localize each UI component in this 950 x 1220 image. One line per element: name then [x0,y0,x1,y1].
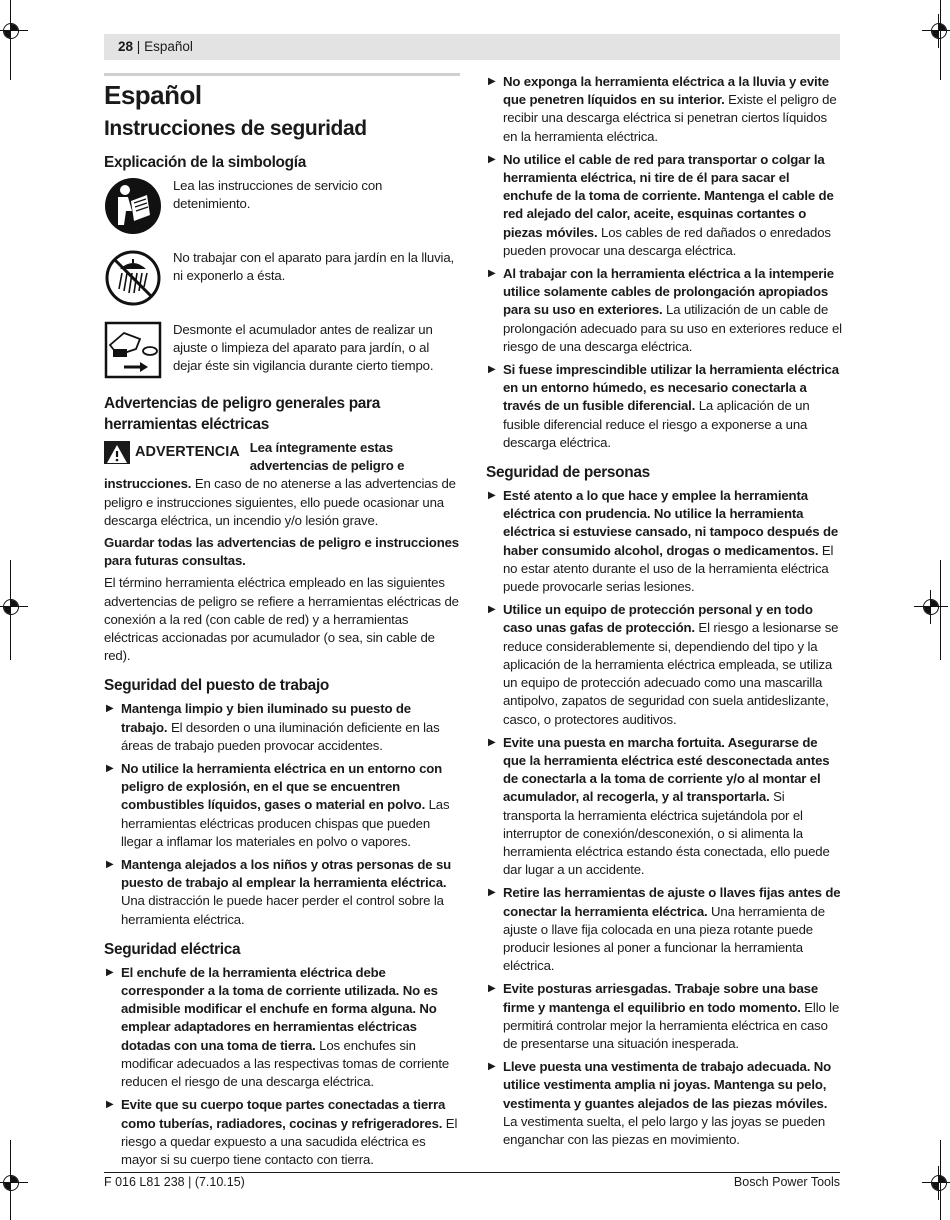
registration-mark [0,20,22,42]
list-item: ▶ Evite una puesta en marcha fortuita. Asegurarse de que la herramienta eléctrica esté desconectada antes de conectarla a la toma de corriente y/o al montar el acumulador, al recogerla, y al transportarla. Si transporta la herramienta eléctrica sujetándola por el interruptor de conexión/desconexión, o si alimenta la herramienta eléctrica estando ésta conectada, ello puede dar lugar a un accidente. [488,734,830,878]
keep-instructions-text: Guardar todas las advertencias de peligro e instrucciones para futuras consultas. [104,535,459,569]
warning-text: En caso de no atenerse a las advertencias de peligro e instrucciones siguientes, ello puede ocasionar una descarga eléctrica, un incendio y/o lesión grave. [104,476,456,528]
right-column [486,73,842,1154]
bullet-arrow-icon: ▶ [106,703,114,715]
symbol-row [104,249,460,307]
bullet-arrow-icon: ▶ [488,153,496,165]
list-item: ▶ No exponga la herramienta eléctrica a la lluvia y evite que penetren líquidos en su interior. Existe el peligro de recibir una descarga eléctrica si penetran ciertos líquidos en la herramienta eléctrica. [488,74,837,144]
list-item: ▶ Evite posturas arriesgadas. Trabaje sobre una base firme y mantenga el equilibrio en todo momento. Ello le permitirá controlar mejor la herramienta eléctrica en caso de presentarse una situación inesperada. [488,981,840,1051]
list-item: ▶ Evite que su cuerpo toque partes conectadas a tierra como tuberías, radiadores, cocinas y refrigeradores. El riesgo a quedar expuesto a una sacudida eléctrica es mayor si su cuerpo tiene contacto con tierra. [106,1097,458,1167]
bullet-arrow-icon: ▶ [106,966,114,978]
list-item: ▶ No utilice la herramienta eléctrica en un entorno con peligro de explosión, en el que se encuentren combustibles líquidos, gases o material en polvo. Las herramientas eléctricas producen chispas que pueden llegar a inflamar los materiales en polvo o vapores. [106,761,450,849]
registration-mark [928,20,950,42]
list-item: ▶ El enchufe de la herramienta eléctrica debe corresponder a la toma de corriente utilizada. No es admisible modificar el enchufe en forma alguna. No emplear adaptadores en herramientas eléctricas dotadas con una toma de tierra. Los enchufes sin modificar adecuados a las respectivas tomas de corriente reducen el riesgo de una descarga eléctrica. [106,964,450,1090]
warning-triangle-icon [104,441,130,464]
bullet-arrow-icon: ▶ [488,604,496,616]
page-title: Español [104,80,202,110]
bullet-arrow-icon: ▶ [488,983,496,995]
list-item: ▶ Si fuese imprescindible utilizar la herramienta eléctrica en un entorno húmedo, es necesario conectarla a través de un fusible diferencial. La aplicación de un fusible diferencial reduce el riesgo a exponerse a una descarga eléctrica. [488,362,839,450]
list-item: ▶ Mantenga alejados a los niños y otras personas de su puesto de trabajo al emplear la herramienta eléctrica. Una distracción le puede hacer perder el control sobre la herramienta eléctrica. [106,857,452,927]
document-code: F 016 L81 238 | (7.10.15) [104,1175,245,1189]
electrical-list-right [486,73,842,452]
term-definition-text: El término herramienta eléctrica empleado en las siguientes advertencias de peligro se refiere a herramientas eléctricas de conexión a la red (con cable de red) y a herramientas eléctricas accionadas por acumulador (o sea, sin cable de red). [104,575,459,664]
page-footer [104,1172,840,1189]
personal-safety-list [486,487,842,1149]
list-item: ▶ Lleve puesta una vestimenta de trabajo adecuada. No utilice vestimenta amplia ni joyas. Mantenga su pelo, vestimenta y guantes alejados de las piezas móviles. La vestimenta suelta, el pelo largo y las joyas se pueden enganchar con las piezas en movimiento. [488,1059,832,1147]
symbol-row [104,321,460,379]
no-rain-icon [104,249,162,307]
header-language: Español [144,39,193,54]
symbols-heading: Explicación de la simbología [104,154,306,171]
page-number: 28 [118,39,134,54]
symbol-row [104,177,460,235]
symbol-text: Desmonte el acumulador antes de realizar un ajuste o limpieza del aparato para jardín, o al dejar éste sin vigilancia durante cierto tiempo. [173,322,434,374]
symbol-text: Lea las instrucciones de servicio con detenimiento. [173,178,383,212]
electrical-list-left [104,964,460,1169]
page-header [104,34,840,60]
warning-badge [104,441,240,464]
bullet-arrow-icon: ▶ [488,887,496,899]
left-column [104,73,460,1174]
registration-mark [0,1172,22,1194]
header-separator: | [136,39,141,54]
electrical-heading: Seguridad eléctrica [104,940,241,958]
bullet-arrow-icon: ▶ [106,763,114,775]
general-warnings-heading: Advertencias de peligro generales para herramientas eléctricas [104,395,381,433]
list-item: ▶ Mantenga limpio y bien iluminado su puesto de trabajo. El desorden o una iluminación deficiente en las áreas de trabajo pueden provocar accidentes. [106,701,440,753]
bullet-arrow-icon: ▶ [488,490,496,502]
section-title: Instrucciones de seguridad [104,117,367,140]
bullet-arrow-icon: ▶ [488,736,496,748]
bullet-arrow-icon: ▶ [488,76,496,87]
read-manual-icon [104,177,162,235]
registration-mark [920,596,942,618]
symbol-text: No trabajar con el aparato para jardín en la lluvia, ni exponerlo a ésta. [173,250,455,284]
list-item: ▶ No utilice el cable de red para transportar o colgar la herramienta eléctrica, ni tire de él para sacar el enchufe de la toma de corriente. Mantenga el cable de red alejado del calor, aceite, esquinas cortantes o piezas móviles. Los cables de red dañados o enredados pueden provocar una descarga eléctrica. [488,151,834,258]
bullet-arrow-icon: ▶ [488,268,496,280]
bullet-arrow-icon: ▶ [106,859,114,871]
bullet-arrow-icon: ▶ [106,1099,114,1111]
workplace-heading: Seguridad del puesto de trabajo [104,677,330,695]
list-item: ▶ Utilice un equipo de protección personal y en todo caso unas gafas de protección. El riesgo a lesionarse se reduce considerablemente si, dependiendo del tipo y la aplicación de la herramienta eléctrica empleada, se utiliza un equipo de protección adecuado como una mascarilla antipolvo, zapatos de seguridad con suela antideslizante, casco, o protectores auditivos. [488,602,839,727]
list-item: ▶ Al trabajar con la herramienta eléctrica a la intemperie utilice solamente cables de prolongación apropiados para su uso en exteriores. La utilización de un cable de prolongación adecuado para su uso en exteriores reduce el riesgo de una descarga eléctrica. [488,266,842,354]
remove-battery-icon [104,321,162,379]
bullet-arrow-icon: ▶ [488,1061,496,1073]
bullet-arrow-icon: ▶ [488,364,496,376]
warning-label: ADVERTENCIA [135,444,240,461]
personal-safety-heading: Seguridad de personas [486,464,650,482]
list-item: ▶ Esté atento a lo que hace y emplee la herramienta eléctrica con prudencia. No utilice la herramienta eléctrica si estuviese cansado, ni tampoco después de haber consumido alcohol, drogas o medicamentos. El no estar atento durante el uso de la herramienta eléctrica puede provocarle serias lesiones. [488,488,839,595]
warning-block [104,439,460,530]
list-item: ▶ Retire las herramientas de ajuste o llaves fijas antes de conectar la herramienta eléctrica. Una herramienta de ajuste o llave fija colocada en una pieza rotante puede producir lesiones al poner a funcionar la herramienta eléctrica. [488,885,841,974]
registration-mark [928,1172,950,1194]
warning-bold-text: Lea íntegramente estas advertencias de peligro e instrucciones. [104,440,405,492]
workplace-list [104,700,460,928]
registration-mark [0,596,22,618]
brand-name: Bosch Power Tools [733,1175,840,1189]
